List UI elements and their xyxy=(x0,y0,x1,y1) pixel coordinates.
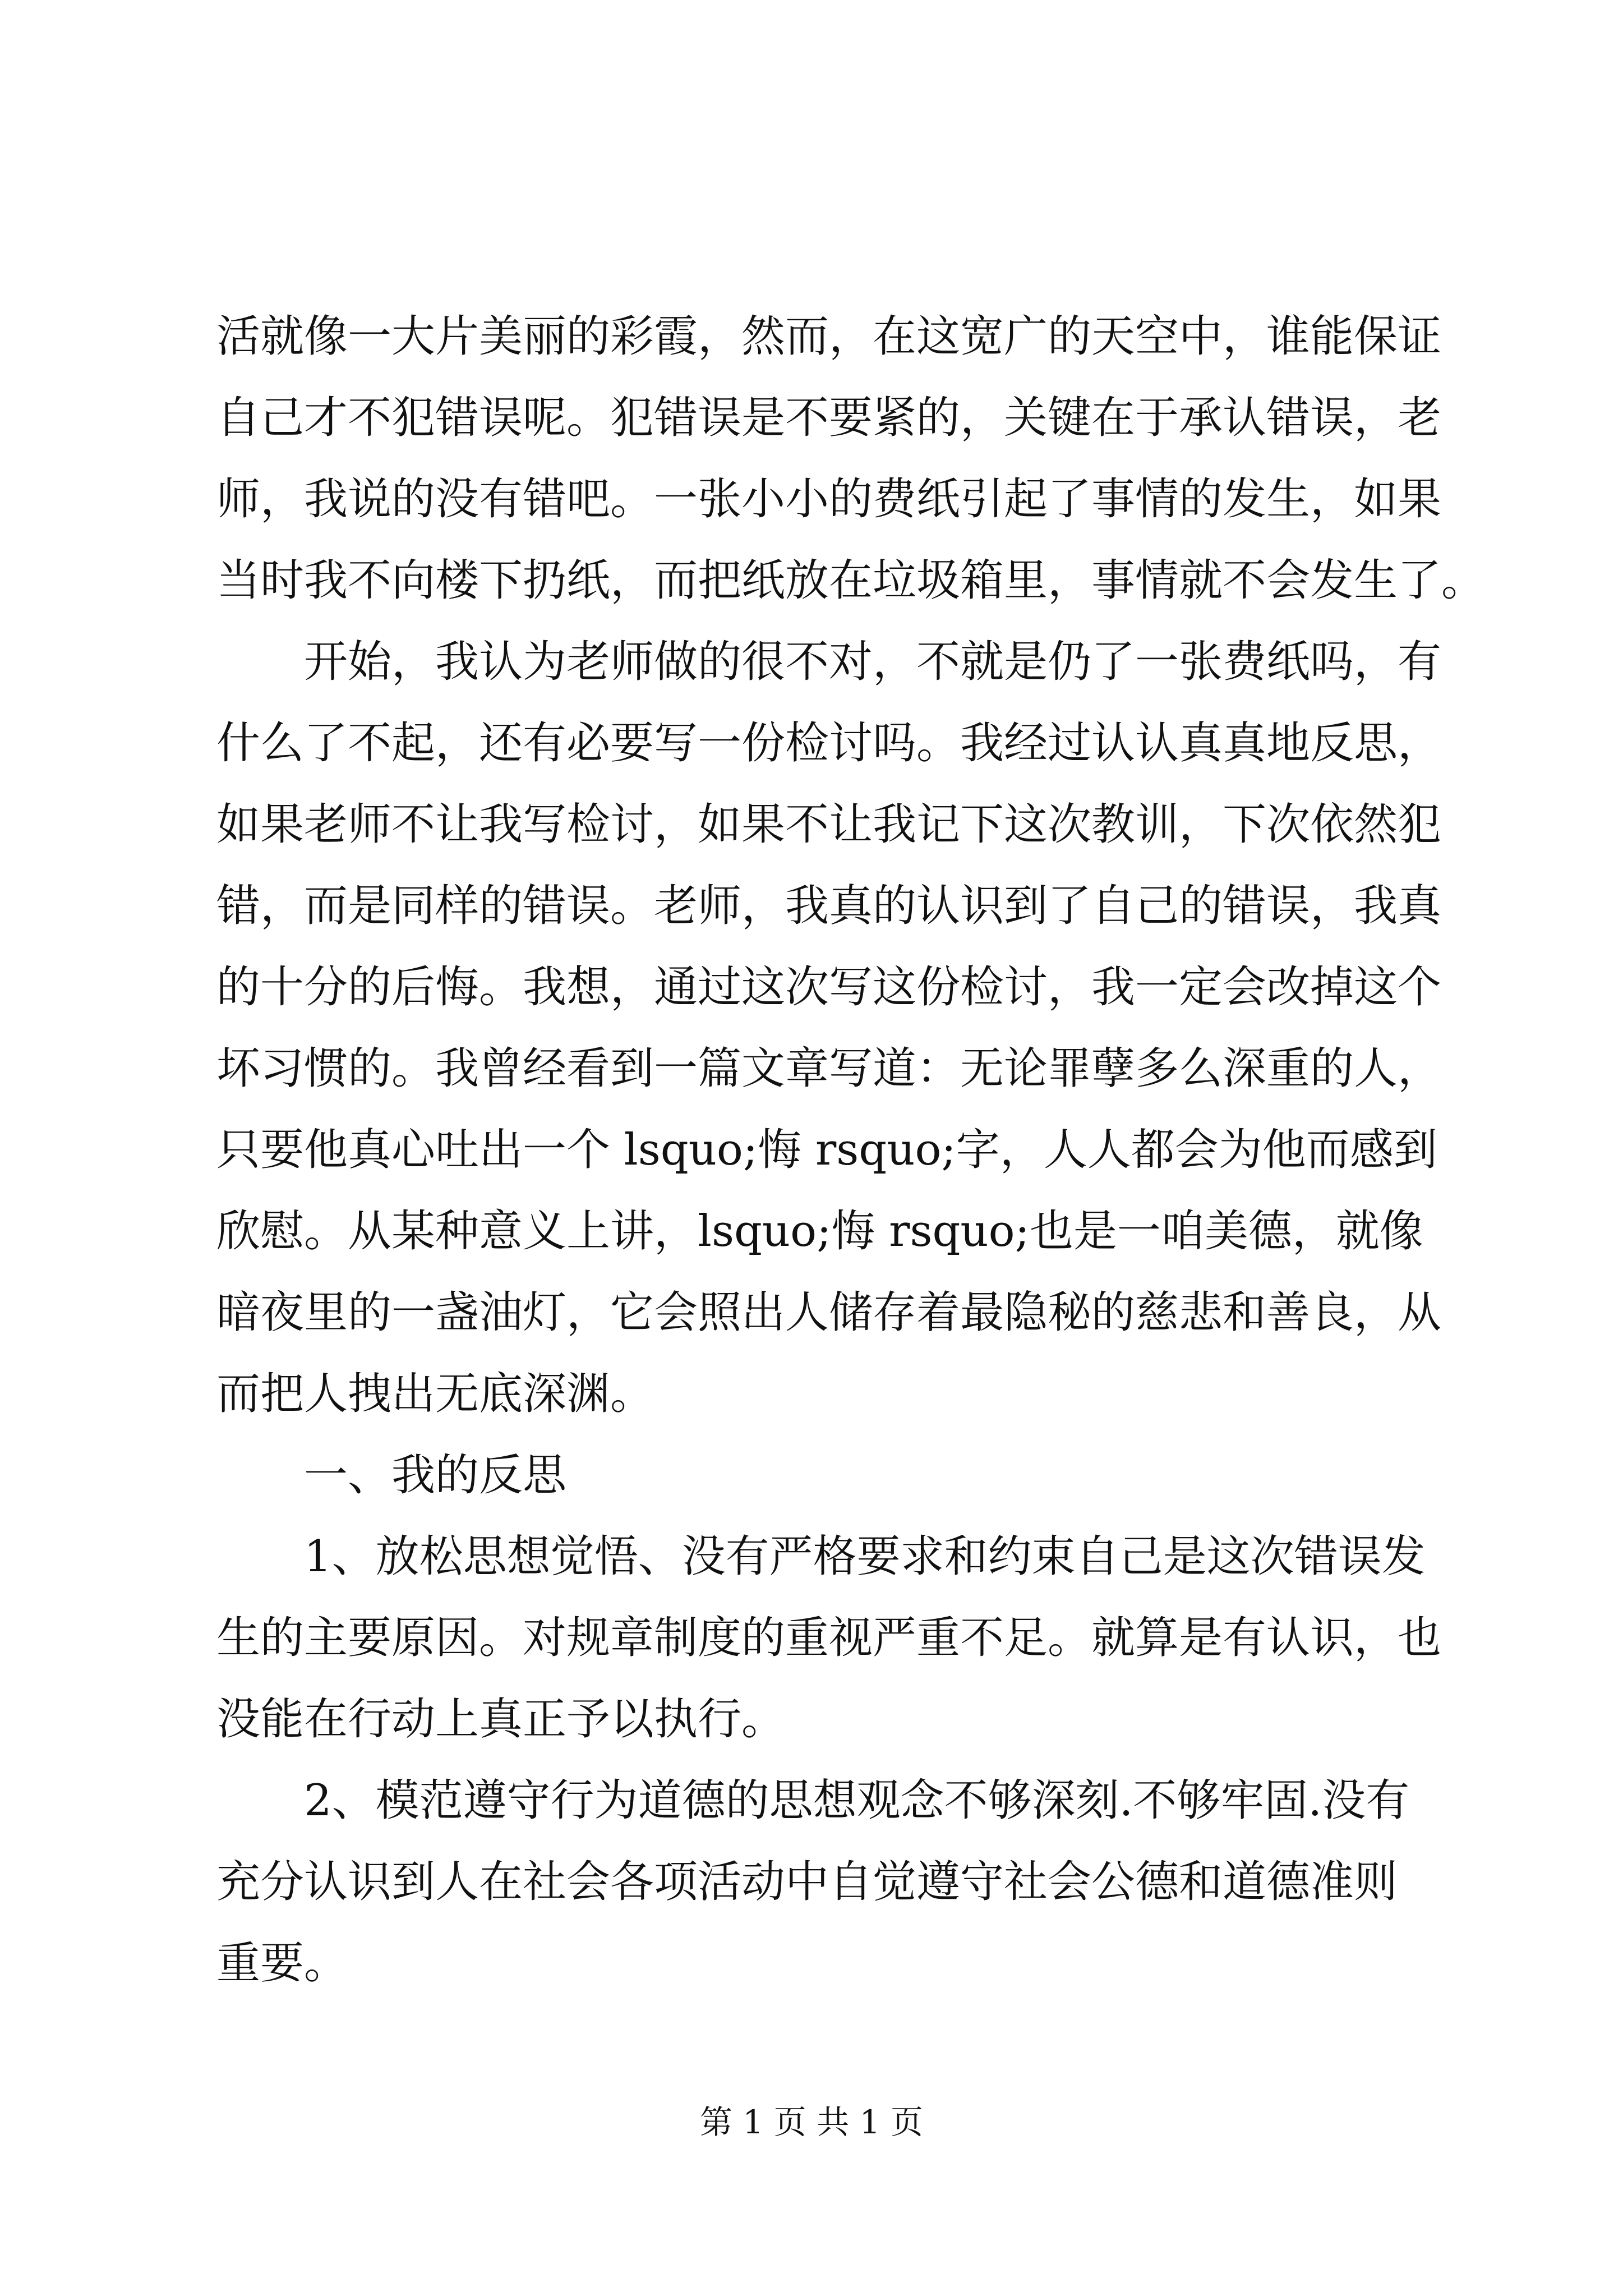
text-line: 重要。 xyxy=(216,1938,348,1989)
text-line: 坏习惯的。我曾经看到一篇文章写道：无论罪孽多么深重的人， xyxy=(216,1043,1442,1094)
page-number-footer: 第 1 页 共 1 页 xyxy=(700,2103,923,2141)
text-line: 师，我说的没有错吧。一张小小的费纸引起了事情的发生，如果 xyxy=(216,474,1442,524)
paragraph-first-line: 开始，我认为老师做的很不对，不就是仍了一张费纸吗，有 xyxy=(304,637,1442,687)
text-line: 活就像一大片美丽的彩霞，然而，在这宽广的天空中，谁能保证 xyxy=(216,311,1442,362)
text-line: 的十分的后悔。我想，通过这次写这份检讨，我一定会改掉这个 xyxy=(216,962,1442,1013)
text-line: 错，而是同样的错误。老师，我真的认识到了自己的错误，我真 xyxy=(216,881,1442,931)
paragraph-first-line: 2、模范遵守行为道德的思想观念不够深刻.不够牢固.没有 xyxy=(304,1775,1410,1826)
text-line: 如果老师不让我写检讨，如果不让我记下这次教训，下次依然犯 xyxy=(216,799,1442,850)
text-line: 充分认识到人在社会各项活动中自觉遵守社会公德和道德准则 xyxy=(216,1857,1398,1907)
text-line: 而把人拽出无底深渊。 xyxy=(216,1369,654,1419)
paragraph-first-line: 1、放松思想觉悟、没有严格要求和约束自己是这次错误发 xyxy=(304,1531,1426,1582)
text-line: 当时我不向楼下扔纸，而把纸放在垃圾箱里，事情就不会发生了。 xyxy=(216,555,1486,606)
text-line: 什么了不起，还有必要写一份检讨吗。我经过认认真真地反思， xyxy=(216,718,1442,769)
section-heading: 一、我的反思 xyxy=(304,1450,567,1501)
text-line: 只要他真心吐出一个 lsquo;悔 rsquo;字，人人都会为他而感到 xyxy=(216,1125,1437,1175)
text-line: 欣慰。从某种意义上讲，lsquo;悔 rsquo;也是一咱美德，就像 xyxy=(216,1206,1423,1257)
text-line: 没能在行动上真正予以执行。 xyxy=(216,1694,786,1745)
text-line: 生的主要原因。对规章制度的重视严重不足。就算是有认识，也 xyxy=(216,1613,1442,1663)
text-line: 暗夜里的一盏油灯，它会照出人储存着最隐秘的慈悲和善良，从 xyxy=(216,1287,1442,1338)
text-line: 自己才不犯错误呢。犯错误是不要紧的，关键在于承认错误，老 xyxy=(216,393,1442,443)
